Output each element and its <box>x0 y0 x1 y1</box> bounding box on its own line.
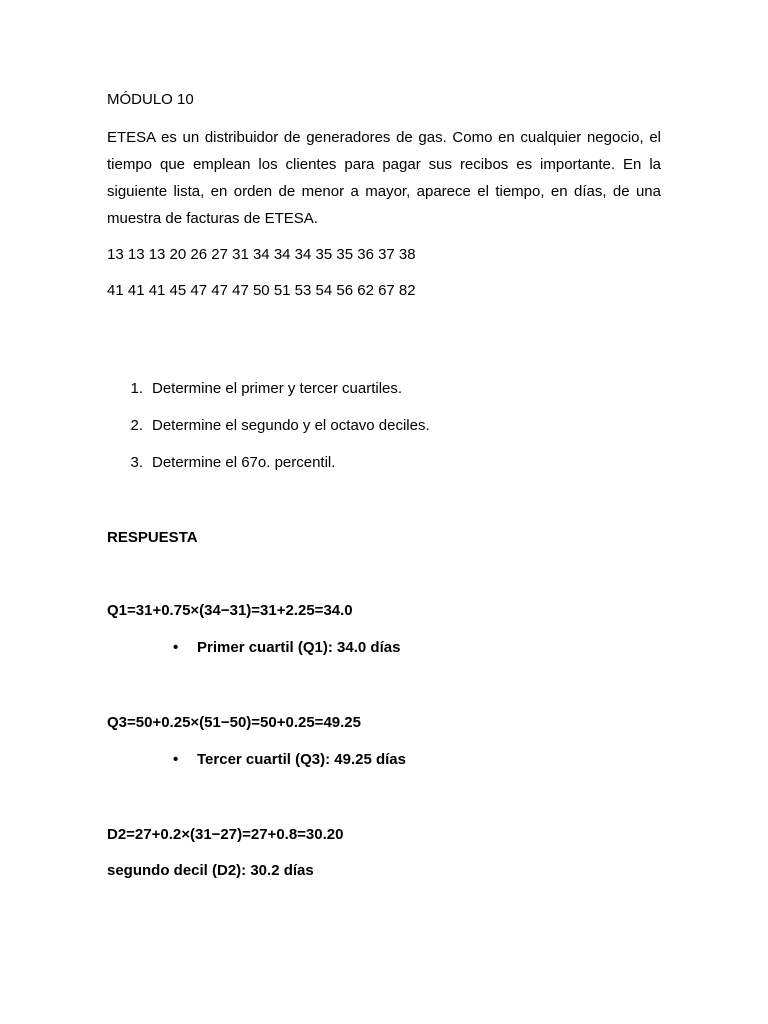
bullet-icon: • <box>173 751 179 768</box>
question-text-2: Determine el segundo y el octavo deciles. <box>152 417 430 434</box>
answer-heading: RESPUESTA <box>107 529 198 546</box>
question-text-1: Determine el primer y tercer cuartiles. <box>152 380 403 397</box>
q3-formula: Q3=50+0.25×(51−50)=50+0.25=49.25 <box>107 714 361 731</box>
d2-formula: D2=27+0.2×(31−27)=27+0.8=30.20 <box>107 826 344 843</box>
intro-paragraph: ETESA es un distribuidor de generadores de gas. Como en cualquier negocio, el tiempo que emplean los clientes para pagar sus recibos es importante. En la siguiente lista, en orden de menor a mayor, aparece el tiempo, en días, de una muestra de facturas de ETESA. <box>107 129 661 227</box>
q3-result: Tercer cuartil (Q3): 49.25 días <box>197 751 406 768</box>
question-number-2: 2. <box>130 417 143 434</box>
q1-formula: Q1=31+0.75×(34−31)=31+2.25=34.0 <box>107 602 353 619</box>
module-title: MÓDULO 10 <box>107 91 194 108</box>
bullet-icon: • <box>173 639 179 656</box>
question-number-1: 1. <box>130 380 143 397</box>
data-line-1: 13 13 13 20 26 27 31 34 34 34 35 35 36 37 38 <box>107 246 416 263</box>
question-number-3: 3. <box>130 454 143 471</box>
data-line-2: 41 41 41 45 47 47 47 50 51 53 54 56 62 67 82 <box>107 282 416 299</box>
q1-result: Primer cuartil (Q1): 34.0 días <box>197 639 401 656</box>
d2-result: segundo decil (D2): 30.2 días <box>107 862 314 879</box>
question-text-3: Determine el 67o. percentil. <box>152 454 336 471</box>
